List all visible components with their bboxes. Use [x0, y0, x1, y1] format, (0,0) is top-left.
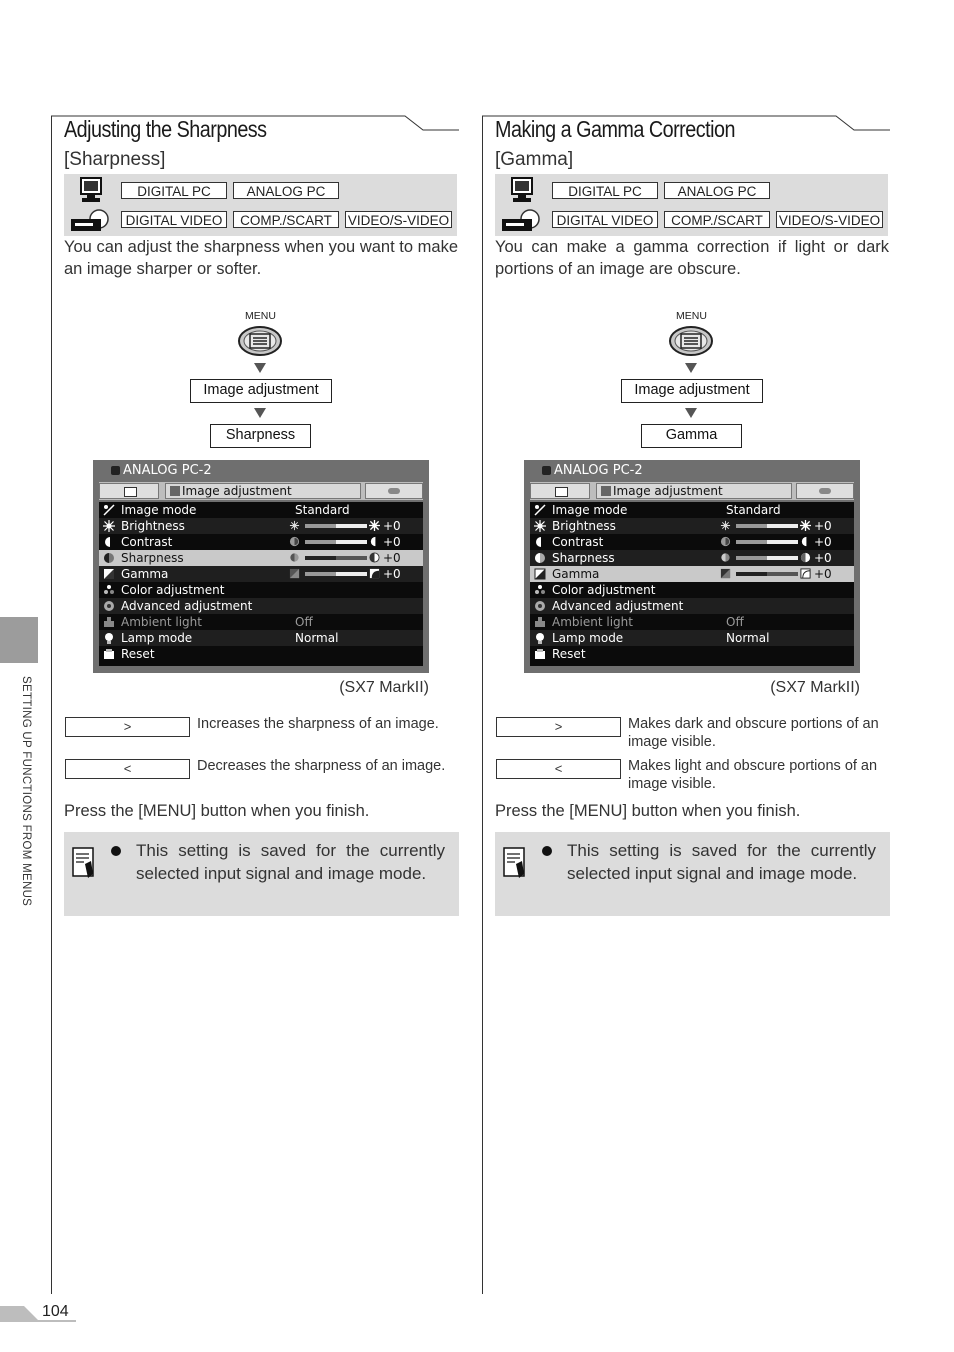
gamma-low-icon: [289, 568, 300, 579]
input-signal-panel: [495, 174, 888, 236]
osd-item-reset: Reset: [99, 646, 423, 662]
section-subtitle: [Gamma]: [495, 149, 574, 170]
osd-tab-label: Image adjustment: [182, 484, 292, 498]
ambient-light-value: Off: [726, 615, 744, 629]
brightness-slider: [305, 524, 367, 528]
osd-item-advanced-adjustment: Advanced adjustment: [530, 598, 854, 614]
left-key-box: <: [496, 759, 621, 779]
color-adjustment-icon: [103, 584, 115, 596]
image-adjust-icon: [170, 486, 180, 496]
brightness-low-icon: [289, 520, 300, 531]
left-key-box: <: [65, 759, 190, 779]
osd-item-contrast: Contrast +0: [99, 534, 423, 550]
osd-item-ambient-light: Ambient light Off: [530, 614, 854, 630]
osd-tab-settings: [796, 483, 854, 499]
lamp-mode-icon: [534, 632, 546, 644]
signal-digital-pc: DIGITAL PC: [121, 182, 227, 199]
ambient-light-icon: [103, 616, 115, 628]
contrast-slider: [305, 540, 367, 544]
signal-digital-video: DIGITAL VIDEO: [121, 211, 227, 228]
image-mode-value: Standard: [295, 503, 350, 517]
osd-tab-screen: [530, 483, 590, 499]
contrast-low-icon: [289, 536, 300, 547]
contrast-low-icon: [720, 536, 731, 547]
section-title: Adjusting the Sharpness: [64, 116, 267, 142]
brightness-high-icon: [800, 520, 811, 531]
osd-item-advanced-adjustment: Advanced adjustment: [99, 598, 423, 614]
osd-item-brightness: Brightness +0: [99, 518, 423, 534]
finish-instruction: Press the [MENU] button when you finish.: [64, 802, 370, 820]
reset-icon: [103, 648, 115, 660]
left-key-description: Decreases the sharpness of an image.: [197, 758, 446, 774]
osd-item-ambient-light: Ambient light Off: [99, 614, 423, 630]
left-key-description: Makes light and obscure portions of an image visible.: [628, 758, 878, 792]
memo-note-icon: [72, 847, 96, 879]
computer-icon: [509, 177, 535, 203]
gamma-slider: [305, 572, 367, 576]
finish-instruction: Press the [MENU] button when you finish.: [495, 802, 801, 820]
note-text: This setting is saved for the currently selected input signal and image mode.: [567, 841, 876, 883]
contrast-slider: [736, 540, 798, 544]
contrast-high-icon: [800, 536, 811, 547]
gamma-high-icon: [369, 568, 380, 579]
computer-icon: [78, 177, 104, 203]
contrast-icon: [103, 536, 115, 548]
note-box: [64, 832, 459, 916]
brightness-low-icon: [720, 520, 731, 531]
gamma-slider: [736, 572, 798, 576]
advanced-adjustment-icon: [103, 600, 115, 612]
osd-item-brightness: Brightness +0: [530, 518, 854, 534]
sharpness-high-icon: [369, 552, 380, 563]
down-arrow-icon: [254, 408, 266, 418]
osd-input-name: ANALOG PC-2: [123, 463, 212, 478]
flow-step-image-adjustment: Image adjustment: [190, 379, 332, 403]
osd-item-lamp-mode: Lamp mode Normal: [530, 630, 854, 646]
osd-tab-bar: [530, 482, 854, 500]
image-mode-icon: [103, 504, 115, 516]
osd-tab-label: Image adjustment: [613, 484, 723, 498]
osd-item-gamma: Gamma +0: [530, 566, 854, 582]
sharpness-section: [51, 112, 481, 1294]
model-caption: (SX7 MarkII): [339, 679, 429, 696]
sharpness-slider: [305, 556, 367, 560]
osd-tab-settings: [365, 483, 423, 499]
contrast-high-icon: [369, 536, 380, 547]
sharpness-low-icon: [289, 552, 300, 563]
osd-tab-screen: [99, 483, 159, 499]
osd-item-color-adjustment: Color adjustment: [530, 582, 854, 598]
menu-flow: [482, 307, 902, 452]
flow-step-gamma: Gamma: [641, 424, 742, 448]
right-key-description: Increases the sharpness of an image.: [197, 716, 439, 732]
reset-icon: [534, 648, 546, 660]
osd-tab-bar: [99, 482, 423, 500]
input-source-icon: [111, 466, 120, 475]
note-box: [495, 832, 890, 916]
image-mode-value: Standard: [726, 503, 781, 517]
osd-item-sharpness: Sharpness +0: [530, 550, 854, 566]
menu-button-icon: [237, 325, 283, 357]
gamma-icon: [534, 568, 546, 580]
lamp-mode-value: Normal: [295, 631, 339, 645]
menu-flow: [51, 307, 471, 452]
down-arrow-icon: [254, 363, 266, 373]
section-subtitle: [Sharpness]: [64, 149, 166, 170]
signal-analog-pc: ANALOG PC: [664, 182, 770, 199]
osd-header: [524, 460, 860, 482]
osd-tab-image-adjustment: [165, 483, 361, 499]
osd-item-image-mode: Image mode Standard: [99, 502, 423, 518]
image-mode-icon: [534, 504, 546, 516]
gamma-high-icon: [800, 568, 811, 579]
contrast-icon: [534, 536, 546, 548]
column-rule: [51, 116, 52, 1294]
signal-digital-video: DIGITAL VIDEO: [552, 211, 658, 228]
osd-item-image-mode: Image mode Standard: [530, 502, 854, 518]
signal-comp-scart: COMP./SCART: [664, 211, 770, 228]
gamma-low-icon: [720, 568, 731, 579]
input-signal-panel: [64, 174, 457, 236]
sharpness-low-icon: [720, 552, 731, 563]
menu-label: MENU: [245, 310, 276, 322]
section-title: Making a Gamma Correction: [495, 116, 735, 142]
gamma-icon: [103, 568, 115, 580]
flow-step-sharpness: Sharpness: [210, 424, 311, 448]
intro-text: You can adjust the sharpness when you want to make an image sharper or softer.: [64, 238, 458, 278]
osd-item-sharpness: Sharpness +0: [99, 550, 423, 566]
signal-digital-pc: DIGITAL PC: [552, 182, 658, 199]
sharpness-icon: [103, 552, 115, 564]
right-key-box: >: [496, 717, 621, 737]
osd-screenshot: [524, 460, 860, 673]
model-caption: (SX7 MarkII): [770, 679, 860, 696]
column-rule: [482, 116, 483, 1294]
flow-step-image-adjustment: Image adjustment: [621, 379, 763, 403]
brightness-high-icon: [369, 520, 380, 531]
down-arrow-icon: [685, 408, 697, 418]
image-adjust-icon: [601, 486, 611, 496]
vcr-icon: [70, 207, 110, 233]
osd-header: [93, 460, 429, 482]
lamp-mode-icon: [103, 632, 115, 644]
lamp-mode-value: Normal: [726, 631, 770, 645]
ambient-light-value: Off: [295, 615, 313, 629]
menu-label: MENU: [676, 310, 707, 322]
osd-item-contrast: Contrast +0: [530, 534, 854, 550]
section-label: SETTING UP FUNCTIONS FROM MENUS: [20, 676, 32, 907]
bullet: [542, 846, 552, 856]
page-number: 104: [42, 1303, 69, 1320]
sharpness-icon: [534, 552, 546, 564]
osd-item-gamma: Gamma +0: [99, 566, 423, 582]
color-adjustment-icon: [534, 584, 546, 596]
sharpness-high-icon: [800, 552, 811, 563]
osd-item-color-adjustment: Color adjustment: [99, 582, 423, 598]
ambient-light-icon: [534, 616, 546, 628]
brightness-icon: [534, 520, 546, 532]
brightness-slider: [736, 524, 798, 528]
osd-screenshot: [93, 460, 429, 673]
section-tab: [0, 617, 38, 663]
osd-tab-image-adjustment: [596, 483, 792, 499]
signal-analog-pc: ANALOG PC: [233, 182, 339, 199]
osd-menu-list: [530, 502, 854, 666]
signal-video-s-video: VIDEO/S-VIDEO: [345, 211, 452, 228]
osd-item-reset: Reset: [530, 646, 854, 662]
signal-comp-scart: COMP./SCART: [233, 211, 339, 228]
osd-input-name: ANALOG PC-2: [554, 463, 643, 478]
note-text: This setting is saved for the currently selected input signal and image mode.: [136, 841, 445, 883]
right-key-description: Makes dark and obscure portions of an image visible.: [628, 716, 879, 750]
menu-button-icon: [668, 325, 714, 357]
right-key-box: >: [65, 717, 190, 737]
intro-text: You can make a gamma correction if light or dark portions of an image are obscure.: [495, 238, 889, 278]
down-arrow-icon: [685, 363, 697, 373]
bullet: [111, 846, 121, 856]
advanced-adjustment-icon: [534, 600, 546, 612]
osd-menu-list: [99, 502, 423, 666]
input-source-icon: [542, 466, 551, 475]
vcr-icon: [501, 207, 541, 233]
brightness-icon: [103, 520, 115, 532]
signal-video-s-video: VIDEO/S-VIDEO: [776, 211, 883, 228]
osd-item-lamp-mode: Lamp mode Normal: [99, 630, 423, 646]
gamma-section: [482, 112, 912, 1294]
sharpness-slider: [736, 556, 798, 560]
memo-note-icon: [503, 847, 527, 879]
